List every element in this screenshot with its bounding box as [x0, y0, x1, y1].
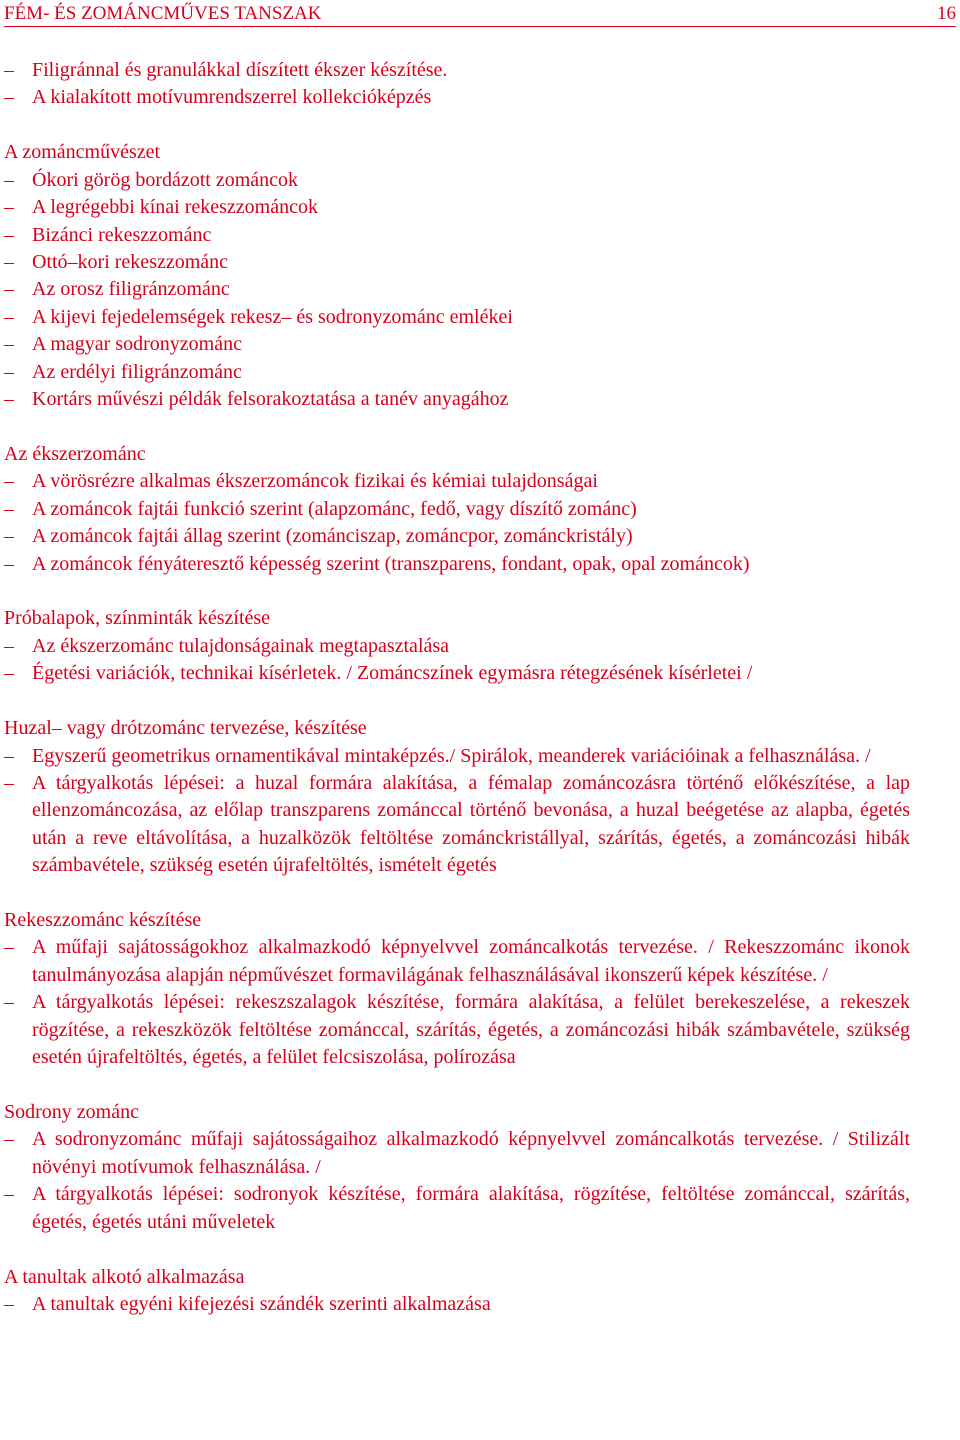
section [4, 605, 910, 687]
dash-bullet: – [4, 196, 14, 219]
list-item [4, 167, 910, 194]
section-heading: A tanultak alkotó alkalmazása [4, 1265, 245, 1288]
list-item-text: Az ékszerzománc tulajdonságainak megtapasztalása [32, 634, 450, 657]
list-item-text: A kialakított motívumrendszerrel kollekcióképzés [32, 86, 432, 109]
list-item [4, 468, 910, 495]
dash-bullet: – [4, 250, 14, 273]
dash-bullet: – [4, 387, 14, 410]
list-item-text: Az orosz filigránzománc [32, 278, 230, 301]
section [4, 57, 910, 112]
dash-bullet: – [4, 1292, 14, 1315]
list-item-text: A kijevi fejedelemségek rekesz– és sodronyzománc emlékei [32, 305, 513, 328]
dash-bullet: – [4, 305, 14, 328]
header-title: FÉM- ÉS ZOMÁNCMŰVES TANSZAK [4, 3, 322, 24]
list-item [4, 989, 910, 1071]
running-header [4, 2, 956, 27]
list-item-text: A magyar sodronyzománc [32, 333, 242, 356]
section-heading: Az ékszerzománc [4, 442, 146, 465]
dash-bullet: – [4, 771, 14, 794]
dash-bullet: – [4, 278, 14, 301]
dash-bullet: – [4, 1128, 14, 1151]
section-heading: Huzal– vagy drótzománc tervezése, készítése [4, 717, 367, 740]
list-item [4, 1291, 910, 1318]
dash-bullet: – [4, 333, 14, 356]
list-item [4, 222, 910, 249]
dash-bullet: – [4, 168, 14, 191]
list-item [4, 1126, 910, 1181]
section-heading: Próbalapok, színminták készítése [4, 607, 271, 630]
list-item [4, 770, 910, 880]
list-item-text: Egyszerű geometrikus ornamentikával mintaképzés./ Spirálok, meanderek variációinak a felhasználása. / [32, 744, 871, 767]
dash-bullet: – [4, 86, 14, 109]
list-item [4, 633, 910, 660]
list-item-text: Az erdélyi filigránzománc [32, 360, 242, 383]
section-heading: Sodrony zománc [4, 1101, 139, 1123]
list-item [4, 359, 910, 386]
list-item-text: A vörösrézre alkalmas ékszerzománcok fizikai és kémiai tulajdonságai [32, 470, 598, 493]
list-item-text: Égetési variációk, technikai kísérletek. / Zománcszínek egymásra rétegzésének kísérletei / [32, 662, 753, 685]
list-item [4, 57, 910, 84]
list-item [4, 84, 910, 111]
list-item [4, 276, 910, 303]
section [4, 139, 910, 413]
section [4, 715, 910, 879]
dash-bullet: – [4, 744, 14, 767]
list-item [4, 1181, 910, 1236]
dash-bullet: – [4, 1183, 14, 1206]
list-item [4, 523, 910, 550]
list-item-text: A legrégebbi kínai rekeszzománcok [32, 196, 318, 219]
section-heading: Rekeszzománc készítése [4, 909, 202, 932]
list-item [4, 249, 910, 276]
section [4, 907, 910, 1071]
list-item [4, 304, 910, 331]
dash-bullet: – [4, 59, 14, 81]
list-item-text: A zománcok fényáteresztő képesség szerint (transzparens, fondant, opak, opal zománcok) [32, 552, 750, 575]
dash-bullet: – [4, 360, 14, 383]
section [4, 1264, 910, 1319]
list-item [4, 660, 910, 687]
list-item [4, 386, 910, 413]
dash-bullet: – [4, 991, 14, 1014]
list-item-text: A tárgyalkotás lépései: rekeszszalagok készítése, formára alakítása, a felület berekeszelése, a rekeszek rögzítése, a rekeszközök feltöltése zománccal, szárítás, égetés, a zománcozási hibák számbavétele, szükség esetén újrafeltöltés, égetés, a felület felcsiszolása, polírozása [32, 991, 910, 1069]
list-item-text: A zománcok fajtái funkció szerint (alapzománc, fedő, vagy díszítő zománc) [32, 497, 637, 520]
dash-bullet: – [4, 470, 14, 493]
dash-bullet: – [4, 223, 14, 246]
list-item-text: Filigránnal és granulákkal díszített ékszer készítése. [32, 59, 448, 81]
list-item-text: Ottó–kori rekeszzománc [32, 250, 229, 273]
dash-bullet: – [4, 662, 14, 685]
list-item [4, 194, 910, 221]
dash-bullet: – [4, 497, 14, 520]
section [4, 1099, 910, 1236]
list-item-text: Kortárs művészi példák felsorakoztatása a tanév anyagához [32, 387, 509, 410]
list-item-text: A sodronyzománc műfaji sajátosságaihoz alkalmazkodó képnyelvvel zománcalkotás tervezése. / Stilizált növényi motívumok felhasználása. / [32, 1128, 910, 1178]
list-item [4, 551, 910, 578]
list-item [4, 743, 910, 770]
list-item-text: Ókori görög bordázott zománcok [32, 168, 299, 191]
list-item-text: A tárgyalkotás lépései: sodronyok készítése, formára alakítása, rögzítése, feltöltése zománccal, szárítás, égetés, égetés utáni műveletek [32, 1183, 910, 1233]
dash-bullet: – [4, 552, 14, 575]
list-item-text: A zománcok fajtái állag szerint (zománciszap, zománcpor, zománckristály) [32, 525, 633, 548]
page-number: 16 [937, 3, 956, 24]
section-heading: A zománcművészet [4, 141, 161, 164]
dash-bullet: – [4, 525, 14, 548]
dash-bullet: – [4, 634, 14, 657]
list-item [4, 496, 910, 523]
list-item-text: A tanultak egyéni kifejezési szándék szerinti alkalmazása [32, 1292, 491, 1315]
list-item-text: A tárgyalkotás lépései: a huzal formára alakítása, a fémalap zománcozásra történő előkészítése, a lap ellenzománcozása, az előlap transzparens zománccal történő bevonása, a huzal beégetése az alapba, égetés után a reve eltávolítása, a huzalközök feltöltése zománckristállyal, szárítás, égetés, a zománcozási hibák számbavétele, szükség esetén újrafeltöltés, ismételt égetés [32, 771, 910, 877]
list-item [4, 331, 910, 358]
list-item [4, 934, 910, 989]
list-item-text: Bizánci rekeszzománc [32, 223, 212, 246]
dash-bullet: – [4, 936, 14, 959]
document-body [4, 57, 910, 1346]
list-item-text: A műfaji sajátosságokhoz alkalmazkodó képnyelvvel zománcalkotás tervezése. / Rekeszzománc ikonok tanulmányozása alapján népművészet formavilágának felhasználásával ikonszerű képek készítése. / [32, 936, 910, 986]
section [4, 441, 910, 578]
